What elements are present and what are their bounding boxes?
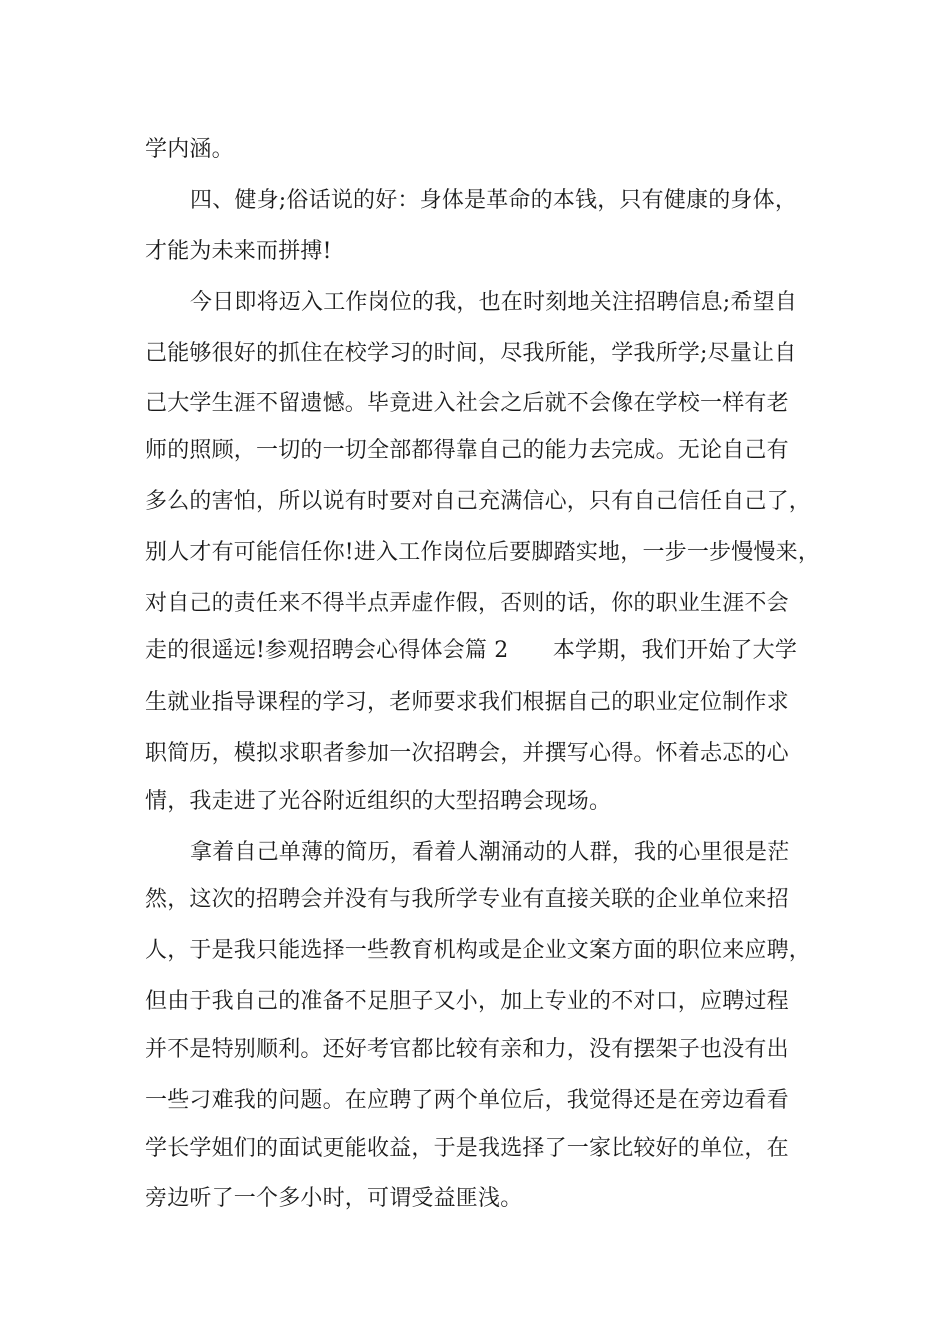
text-line: 职简历，模拟求职者参加一次招聘会，并撰写心得。怀着忐忑的心 (145, 741, 789, 766)
text-line: 并不是特别顺利。还好考官都比较有亲和力，没有摆架子也没有出 (145, 1037, 789, 1062)
text-line: 己能够很好的抓住在校学习的时间，尽我所能，学我所学;尽量让自 (145, 341, 797, 366)
text-line: 己大学生涯不留遗憾。毕竟进入社会之后就不会像在学校一样有老 (145, 391, 789, 416)
text-line: 旁边听了一个多小时，可谓受益匪浅。 (145, 1186, 523, 1211)
text-line: 对自己的责任来不得半点弄虚作假，否则的话，你的职业生涯不会 (145, 591, 789, 616)
text-line: 走的很遥远!参观招聘会心得体会篇 2 本学期，我们开始了大学 (145, 638, 798, 663)
text-line: 学内涵。 (145, 137, 234, 162)
text-line: 一些刁难我的问题。在应聘了两个单位后，我觉得还是在旁边看看 (145, 1088, 789, 1113)
text-line: 多么的害怕，所以说有时要对自己充满信心，只有自己信任自己了， (145, 489, 812, 514)
text-line: 学长学姐们的面试更能收益，于是我选择了一家比较好的单位，在 (145, 1136, 789, 1161)
text-line: 人，于是我只能选择一些教育机构或是企业文案方面的职位来应聘， (145, 938, 812, 963)
text-line: 才能为未来而拼搏! (145, 239, 332, 264)
text-line: 别人才有可能信任你!进入工作岗位后要脚踏实地，一步一步慢慢来， (145, 540, 821, 565)
text-line: 然，这次的招聘会并没有与我所学专业有直接关联的企业单位来招 (145, 887, 789, 912)
text-line: 生就业指导课程的学习，老师要求我们根据自己的职业定位制作求 (145, 690, 789, 715)
text-line: 但由于我自己的准备不足胆子又小，加上专业的不对口，应聘过程 (145, 989, 789, 1014)
text-line: 今日即将迈入工作岗位的我，也在时刻地关注招聘信息;希望自 (190, 290, 798, 315)
text-line: 拿着自己单薄的简历，看着人潮涌动的人群，我的心里很是茫 (190, 840, 790, 865)
text-line: 情，我走进了光谷附近组织的大型招聘会现场。 (145, 789, 612, 814)
text-line: 四、健身;俗话说的好：身体是革命的本钱，只有健康的身体， (190, 188, 798, 213)
text-line: 师的照顾，一切的一切全部都得靠自己的能力去完成。无论自己有 (145, 438, 789, 463)
